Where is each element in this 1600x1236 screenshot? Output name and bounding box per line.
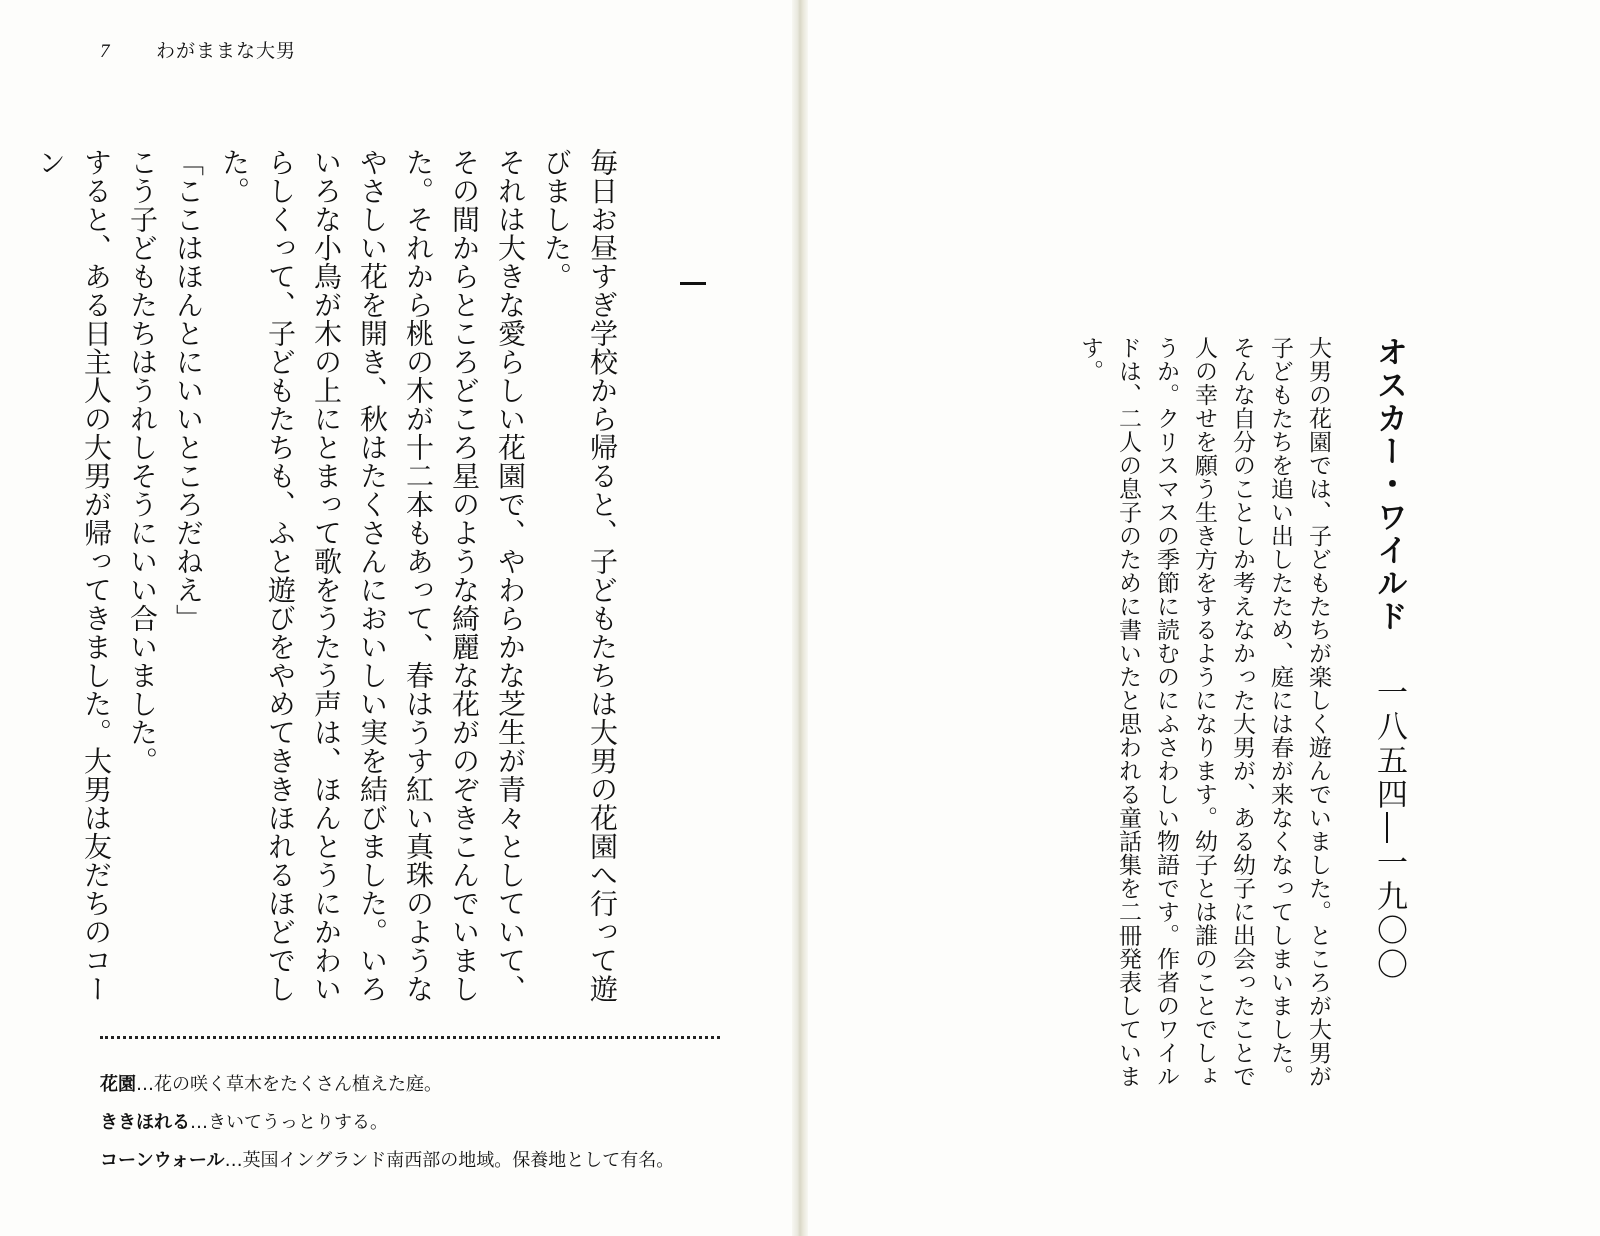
glossary-entry <box>100 1104 740 1142</box>
body-paragraph: こう子どもたちはうれしそうにいい合いました。 <box>126 148 159 775</box>
author-years: 一八五四―一九〇〇 <box>1371 675 1407 982</box>
glossary-divider <box>100 1036 720 1039</box>
author-name: オスカー・ワイルド <box>1371 336 1407 633</box>
body-paragraph: すると、ある日主人の大男が帰ってきました。大男は友だちのコーン <box>34 148 113 1003</box>
body-paragraph: 「ここはほんとにいいところだねえ」 <box>172 148 205 633</box>
page-header <box>100 36 296 63</box>
running-title: わがままな大男 <box>156 40 297 62</box>
left-page <box>0 0 792 1236</box>
glossary-definition: …花の咲く草木をたくさん植えた庭。 <box>136 1074 442 1095</box>
author-heading <box>1367 336 1412 1106</box>
page-number: 7 <box>100 41 110 62</box>
book-gutter <box>792 0 808 1236</box>
glossary-definition: …英国イングランド南西部の地域。保養地として有名。 <box>224 1150 675 1171</box>
glossary-term: 花園 <box>100 1074 136 1095</box>
right-page <box>808 0 1600 1236</box>
author-bio: 大男の花園では、子どもたちが楽しく遊んでいました。ところが大男が子どもたちを追い出したため、庭には春が来なくなってしまいました。そんな自分のことしか考えなかった大男が、ある幼子に出会ったことで人の幸せを願う生き方をするようになります。幼子とは誰のことでしょうか。クリスマスの季節に読むのにふさわしい物語です。作者のワイルドは、二人の息子のために書いたと思われる童話集を二冊発表しています。 <box>1077 336 1331 1088</box>
glossary-term: ききほれる <box>100 1112 190 1133</box>
author-section <box>1071 336 1412 1106</box>
story-body <box>27 148 625 1008</box>
chapter-marker <box>680 282 706 285</box>
glossary-definition: …きいてうっとりする。 <box>190 1112 388 1133</box>
body-paragraph: それは大きな愛らしい花園で、やわらかな芝生が青々としていて、その間からところどころ星のような綺麗な花がのぞきこんでいました。それから桃の木が十二本もあって、春はうす紅い真珠のようなやさしい花を開き、秋はたくさんにおいしい実を結びました。いろいろな小鳥が木の上にとまって歌をうたう声は、ほんとうにかわいらしくって、子どもたちも、ふと遊びをやめてききほれるほどでした。 <box>218 148 527 1003</box>
glossary-entry <box>100 1066 740 1104</box>
body-paragraph: 毎日お昼すぎ学校から帰ると、子どもたちは大男の花園へ行って遊びました。 <box>540 148 619 1003</box>
glossary-term: コーンウォール <box>100 1150 225 1171</box>
glossary-entry <box>100 1142 740 1180</box>
glossary <box>100 1066 740 1180</box>
